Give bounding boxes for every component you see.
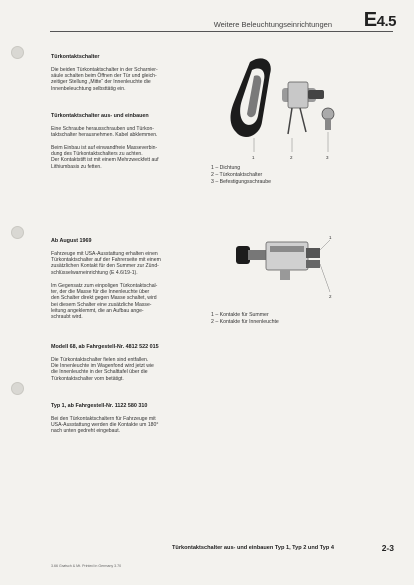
legend-item: 1 – Dichtung <box>211 165 241 171</box>
footer-title: Türkontaktschalter aus- und einbauen Typ 1, Typ 2 und Typ 4 <box>172 545 334 551</box>
section-body-usa-equipment: Fahrzeuge mit USA-Ausstattung erhalten einen Türkontaktschalter auf der Fahrerseite mit einem zusätzlichen Kontakt für den Summer zur Zünd- schlüsselwarneinrichtung (E 4.6/19-1). <box>51 251 161 276</box>
callout-1: 1 <box>329 235 332 240</box>
callout-2: 2 <box>329 294 332 299</box>
two-pole-switch-illustration <box>236 242 320 280</box>
legend-item: 2 – Türkontaktschalter <box>211 172 263 178</box>
section-heading-modell-68: Modell 68, ab Fahrgestell-Nr. 4812 522 015 <box>51 344 159 350</box>
section-code-number: 4.5 <box>376 13 396 30</box>
figure-door-contact-switch <box>222 52 344 160</box>
section-heading-tuerkontaktschalter: Türkontaktschalter <box>51 54 100 60</box>
switch-illustration <box>282 82 324 134</box>
section-heading-typ-1: Typ 1, ab Fahrgestell-Nr. 1122 580 310 <box>51 403 148 409</box>
callout-1: 1 <box>252 155 255 160</box>
section-body-removal: Eine Schraube herausschrauben und Türkon- taktschalter herausnehmen. Kabel abklemmen. <box>51 126 158 139</box>
punch-hole <box>11 46 24 59</box>
section-body-modell-68: Die Türkontaktschalter fielen sind entfallen. Die Innenleuchte im Wagenfond wird jetzt wie die Innenleuchte in der Schalttafel über die Türkontaktschalter vorn betätigt. <box>51 357 154 382</box>
section-body-intro: Die beiden Türkontaktschalter in der Scharnier- säule schalten beim Öffnen der Tür und gleich- zeitiger Stellung „Mitte“ der Innenleuchte die Innenbeleuchtung selbsttätig ein. <box>51 67 158 92</box>
screw-illustration <box>322 108 334 130</box>
header-title: Weitere Beleuchtungseinrichtungen <box>213 20 332 29</box>
section-code-letter: E <box>363 9 377 31</box>
section-heading-ab-august-1969: Ab August 1969 <box>51 238 92 244</box>
legend-item: 2 – Kontakte für Innenleuchte <box>211 319 279 325</box>
figure-two-pole-switch <box>230 232 340 304</box>
header-rule <box>50 31 393 32</box>
section-body-installation: Beim Einbau ist auf einwandfreie Masseverbin- dung des Türkontaktschalters zu achten. Der Kontaktstift ist mit einem Mehrzweckfett auf Lithiumbasis zu fetten. <box>51 145 159 170</box>
gasket-illustration <box>231 58 271 137</box>
legend-item: 3 – Befestigungsschraube <box>211 179 271 185</box>
punch-hole <box>11 382 24 395</box>
section-body-ground-lead: Im Gegensatz zum einpoligen Türkontaktschal- ter, der die Masse für die Innenleuchte über den Schalter direkt gegen Masse schaltet, wird bei diesem Schalter eine zusätzliche Masse- leitung angeklemmt, die an Aufbau ange- schraubt wird. <box>51 283 158 321</box>
section-code <box>364 9 396 32</box>
punch-hole <box>11 226 24 239</box>
callout-3: 3 <box>326 155 329 160</box>
section-body-typ-1: Bei den Türkontaktschaltern für Fahrzeuge mit USA-Ausstattung werden die Kontakte um 180° nach unten gedreht eingebaut. <box>51 416 159 435</box>
callout-2: 2 <box>290 155 293 160</box>
print-note: 3.66 Grøtsch & Mt. Printed in Germany 3.70 <box>51 564 122 568</box>
section-heading-aus-einbauen: Türkontaktschalter aus- und einbauen <box>51 113 149 119</box>
figure2-legend <box>211 312 279 326</box>
page-number: 2-3 <box>381 543 394 553</box>
figure1-legend <box>211 165 271 186</box>
legend-item: 1 – Kontakte für Summer <box>211 312 269 318</box>
